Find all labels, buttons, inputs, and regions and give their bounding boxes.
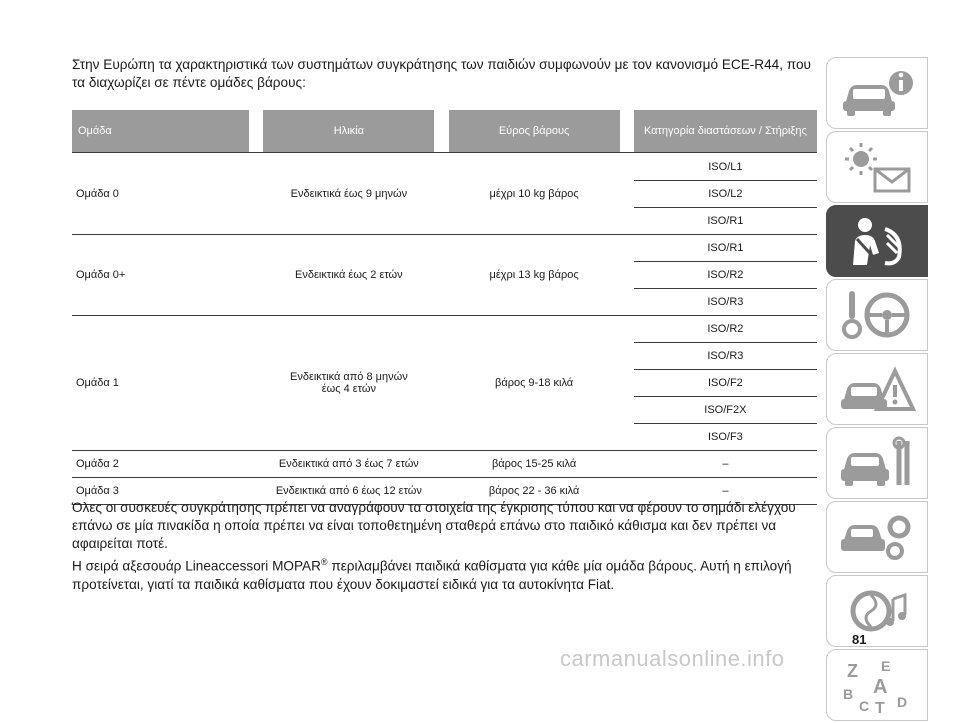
- table-row: [72, 451, 817, 478]
- iso-class: ISO/R1: [634, 235, 817, 262]
- page-number: 81: [852, 632, 867, 647]
- car-info-icon: [837, 63, 917, 123]
- header-gap: [620, 110, 634, 153]
- mopar-note-end: περιλαμβάνει παιδικά καθίσματα για κάθε μία ομάδα βάρους. Αυτή η επιλογή προτείνεται, γιατί τα παιδικά καθίσματα που έχουν δοκιμαστεί ειδικά για τα αυτοκίνητα Fiat.: [72, 558, 792, 592]
- group-weight: βάρος 15-25 κιλά: [449, 451, 620, 478]
- header-size-class: Κατηγορία διαστάσεων / Στήριξης: [634, 110, 817, 153]
- index-letter: Z: [847, 661, 858, 681]
- group-age: Ενδεικτικά από 8 μηνών έως 4 ετών: [263, 316, 434, 451]
- table-row: [72, 316, 817, 343]
- tab-index[interactable]: [826, 649, 928, 721]
- group-age: Ενδεικτικά έως 2 ετών: [263, 235, 434, 316]
- index-letter: B: [843, 686, 854, 702]
- index-letter: T: [875, 700, 885, 715]
- tab-maintenance[interactable]: [826, 427, 928, 499]
- header-age: Ηλικία: [263, 110, 434, 153]
- tab-warning-lights[interactable]: [826, 131, 928, 203]
- iso-class: ISO/R1: [634, 208, 817, 235]
- iso-class: ISO/L2: [634, 181, 817, 208]
- maintenance-icon: [837, 433, 917, 493]
- group-name: Ομάδα 3: [72, 478, 249, 505]
- header-group: Ομάδα: [72, 110, 249, 153]
- child-seat-safety-icon: [837, 211, 917, 271]
- table-row: [72, 153, 817, 181]
- warning-lights-icon: [837, 137, 917, 197]
- weight-groups-table: [72, 110, 817, 505]
- multimedia-icon: [837, 581, 917, 641]
- index-letter: A: [873, 676, 888, 698]
- tab-car-info[interactable]: [826, 57, 928, 129]
- watermark: carmanualsonline.info: [560, 646, 785, 671]
- intro-paragraph: Στην Ευρώπη τα χαρακτηριστικά των συστημάτων συγκράτησης των παιδιών συμφωνούν με τον κανονισμό ECE-R44, που τα διαχωρίζει σε πέντε ομάδες βάρους:: [72, 57, 811, 90]
- notes-section: [72, 499, 812, 594]
- tab-child-safety[interactable]: [826, 205, 928, 277]
- index-letter: E: [881, 658, 891, 674]
- header-gap: [249, 110, 263, 153]
- iso-class: –: [634, 451, 817, 478]
- group-weight: βάρος 9-18 κιλά: [449, 316, 620, 451]
- table-header-row: [72, 110, 817, 153]
- table-row: [72, 235, 817, 262]
- iso-class: ISO/R2: [634, 316, 817, 343]
- tab-starting-driving[interactable]: [826, 279, 928, 351]
- iso-class: ISO/F2: [634, 370, 817, 397]
- iso-class: –: [634, 478, 817, 505]
- group-name: Ομάδα 0+: [72, 235, 249, 316]
- group-name: Ομάδα 1: [72, 316, 249, 451]
- index-letter: D: [897, 694, 908, 710]
- group-name: Ομάδα 0: [72, 153, 249, 235]
- group-age: Ενδεικτικά από 3 έως 7 ετών: [263, 451, 434, 478]
- chapter-tabs: [826, 57, 930, 723]
- mopar-note: [72, 553, 812, 594]
- index-letter: C: [859, 698, 870, 714]
- group-name: Ομάδα 2: [72, 451, 249, 478]
- registered-mark: ®: [320, 557, 328, 567]
- iso-class: ISO/F3: [634, 424, 817, 451]
- emergency-icon: [837, 359, 917, 419]
- starting-driving-icon: [837, 285, 917, 345]
- iso-class: ISO/R2: [634, 262, 817, 289]
- group-age: Ενδεικτικά έως 9 μηνών: [263, 153, 434, 235]
- header-gap: [434, 110, 448, 153]
- tab-multimedia[interactable]: [826, 575, 928, 647]
- group-weight: μέχρι 10 kg βάρος: [449, 153, 620, 235]
- group-age: Ενδεικτικά από 6 έως 12 ετών: [263, 478, 434, 505]
- index-icon: [837, 655, 917, 715]
- iso-class: ISO/R3: [634, 289, 817, 316]
- iso-class: ISO/F2X: [634, 397, 817, 424]
- mopar-note-start: Η σειρά αξεσουάρ Lineaccessori MOPAR: [72, 558, 321, 574]
- group-weight: βάρος 22 - 36 κιλά: [449, 478, 620, 505]
- technical-data-icon: [837, 507, 917, 567]
- iso-class: ISO/R3: [634, 343, 817, 370]
- iso-class: ISO/L1: [634, 153, 817, 181]
- approval-note: Όλες οι συσκευές συγκράτησης πρέπει να αναγράφουν τα στοιχεία της έγκρισης τύπου και να φέρουν το σημάδι ελέγχου επάνω σε μία πινακίδα η οποία πρέπει να είναι τοποθετημένη σταθερά επάνω στο παιδικό κάθισμα και δεν πρέπει να αφαιρείται ποτέ.: [72, 500, 796, 551]
- group-weight: μέχρι 13 kg βάρος: [449, 235, 620, 316]
- tab-emergency[interactable]: [826, 353, 928, 425]
- header-weight-range: Εύρος βάρους: [449, 110, 620, 153]
- tab-technical-data[interactable]: [826, 501, 928, 573]
